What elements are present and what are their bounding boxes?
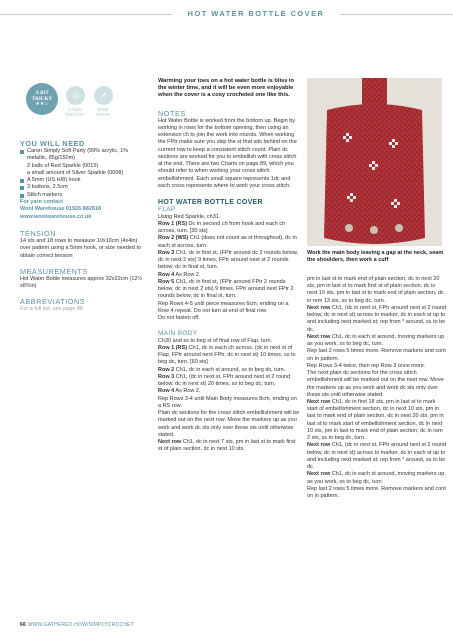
pattern-row: Row 1 (RS) Dc in second ch from hook and each ch across, turn. [30 sts]	[158, 220, 286, 235]
difficulty-badge	[26, 83, 58, 115]
right-para: Rep Rows 3-4 twice, then rep Row 3 once more.	[307, 362, 426, 369]
pattern-row: Next row Ch1, dc in next 7 sts, pm in last st to mark first st of plain section, dc in next 10 sts,	[158, 439, 296, 453]
tension-heading: TENSION	[20, 228, 57, 238]
measurements-text: Hot Water Bottle measures approx 32x22cm (12½ x8¾in)	[20, 275, 143, 290]
hot-water-bottle-illustration	[307, 78, 442, 246]
materials-subitem: a small amount of Silver Sparkle (0008)	[27, 169, 124, 176]
difficulty-line1: A BIT	[35, 90, 49, 96]
notes-text: Hot Water Bottle is worked from the bottom up. Begin by working in rows for the bottom opening, then using an extension ch to join the work into rounds. When working the FPtr make sure you skip the st that sits behind on the current row to keep a consistent stitch count. Plain dc sections are worked for you to embellish with cross stitch at the end. There are two Charts on page 89, which you should refer to when working your cross stitch embellishment. Each small square represents 1dc and each cross represents where to work your cross stitch.	[158, 117, 297, 189]
right-column	[307, 276, 447, 500]
pattern-row: Row 2 Ch1, dc in each st around, ss to beg dc, turn.	[158, 366, 286, 373]
yarn-contact-url[interactable]: www.woolwarehouse.co.uk	[20, 213, 92, 220]
plain-section-text: Plain dc sections for the cross stitch embellishment will be marked out on the next row. Move the markers up as you work and work dc sts only over these sts until otherwise stated.	[158, 410, 300, 438]
hot-water-bottle-photo	[307, 78, 442, 246]
header-rule-right	[340, 14, 453, 15]
materials-item: Caron Simply Soft Party (99% acrylic, 1% metallic, 85g/150m)	[20, 148, 145, 163]
page-number: 66	[20, 622, 26, 628]
you-will-need-heading: YOU WILL NEED	[20, 139, 85, 148]
yarn-weight-icon: ◎	[66, 86, 85, 105]
bottle-body	[324, 104, 425, 244]
main-end-text: Rep Rows 3-4 until Main Body measures 8cm, ending on a RS row.	[158, 395, 297, 409]
footer-url[interactable]: WWW.GATHERED.HOW/SIMPLYCROCHET	[27, 622, 134, 628]
page-title: HOT WATER BOTTLE COVER	[187, 9, 325, 18]
hook-icon: ↗	[94, 86, 113, 105]
right-para: The next plain dc sections for the cross stitch embellishment will be marked out on the next row. Move the markers up as you work and work dc sts only over these sts until otherwise stated.	[307, 370, 444, 398]
right-para: Next row Ch1, dc in each st around, moving markers up as you work, ss to beg dc, turn.	[307, 471, 445, 485]
middle-column	[158, 78, 300, 454]
tension-text: 14 sts and 18 rows to measure 10x10cm (4x4in) over pattern using a 5mm hook, or size needed to obtain correct tension	[20, 237, 142, 259]
right-para: Next row Ch1, (dc in next st, FPtr around next st 2 round below, dc in next st) across to marker, dc in each st up to and including next marked st; rep from * around, ss to be dc.	[307, 442, 447, 471]
page-footer	[20, 622, 134, 628]
right-para: Next row Ch1, dc in each st around, moving markers up as you work, ss to beg dc, turn.	[307, 333, 445, 348]
notes-heading: NOTES	[158, 108, 186, 118]
pattern-heading: HOT WATER BOTTLE COVER	[158, 199, 263, 207]
difficulty-stars: ★★☆	[35, 102, 49, 107]
bottle-neck-cuff	[362, 78, 387, 108]
yarn-contact-label: For yarn contact	[20, 199, 64, 206]
right-para: Rep last 2 rows 5 times more. Remove markers and cont on in pattern.	[307, 348, 446, 362]
pattern-row: Row 2 (WS) Ch1 (does not count as st throughout), dc in each st across, turn.	[158, 235, 297, 249]
main-body-heading: MAIN BODY	[158, 330, 198, 338]
right-para: Next row Ch1, dc in first 18 sts, pm in last st to mark start of embellishment section, dc in next 10 sts, pm in last to mark end of plain section, dc in next 20 sts, pm in last st to mark start of embellishment section, dc in next 10 sts, pm in last to mark end of plain section, dc in rem 2 sts, ss to beg dc, turn.	[307, 398, 444, 442]
pattern-row: Row 5 Ch1, dc in first st, (FPtr around FPtr 2 rounds below, dc in next 2 sts) 9 times, FPtr around next FPtr 2 rounds below, dc in final st, turn.	[158, 278, 294, 300]
photo-caption: Work the main body leaving a gap at the neck, seam the shoulders, then work a cuff	[307, 250, 444, 264]
materials-item: A 5mm (US H/8) hook	[20, 177, 145, 184]
pattern-row: Row 3 Ch1, dc in first st, (FPtr around dc 2 rounds below, dc in next 2 sts) 9 times, FPtr around next st 2 rounds below, dc in final st, turn.	[158, 249, 299, 271]
pattern-row: Row 4 As Row 2.	[158, 271, 201, 278]
flap-intro: Using Red Sparkle, ch31.	[158, 213, 221, 220]
pattern-row: Row 4 As Row 2.	[158, 388, 201, 395]
materials-subitem: 2 balls of Red Sparkle (0015)	[27, 162, 99, 169]
left-column	[20, 140, 145, 314]
main-intro: Ch30 and ss to beg st of final row of Flap, turn.	[158, 337, 273, 344]
abbreviations-text: For a full list, see page 88	[20, 306, 83, 313]
pattern-row: Row 3 Ch1, (dc in next st, FPtr around next st 2 round below, dc in next st) 20 times, ss to beg dc, turn.	[158, 373, 291, 388]
yarn-weight-caption: HAND WEIGHT	[65, 107, 85, 118]
yarn-contact-phone: Wool Warehouse 01926 882818	[20, 206, 102, 213]
flap-heading: FLAP	[158, 206, 176, 214]
materials-item: 3 buttons, 2.5cm	[20, 184, 145, 191]
right-para: Rep last 2 rows 5 times more. Remove markers and cont on in pattern.	[307, 485, 446, 500]
header-rule-left	[0, 14, 172, 15]
intro-text: Warming your toes on a hot water bottle is bliss in the winter time, and it will be even more enjoyable when the cover is a cosy crocheted one like this.	[158, 78, 294, 99]
right-opening: pm in last st to mark end of plain section, dc in next 20 sts, pm in last st to mark first st of plain section, dc in next 10 sts, pm in last st to mark end of plain section, dc in rem 13 sts, ss to beg dc, turn.	[307, 276, 444, 304]
hook-caption: 5MM HOOK	[95, 107, 111, 118]
abbreviations-heading: ABBREVIATIONS	[20, 297, 86, 307]
difficulty-line2: TRICKY	[31, 95, 53, 102]
right-para: Next row Ch1, (dc in next st, FPtr around next st 2 round below, dc in next st) across to marker, dc in each st up to and including next marked st; rep from * around, ss to be dc.	[307, 304, 447, 333]
pattern-row: Row 1 (RS) Ch1, dc in each ch across, (dc in next st of Flap, FPtr around next FPtr, dc in next st) 10 times, ss to beg dc, turn. [60 sts]	[158, 344, 296, 366]
flap-end-text: Rep Rows 4-5 until piece measures 6cm, ending on a Row 4 repeat. Do not turn at end of final row.	[158, 300, 289, 314]
measurements-heading: MEASUREMENTS	[20, 266, 88, 276]
fasten-text: Do not fasten off.	[158, 315, 200, 322]
materials-item: Stitch markers	[20, 192, 145, 199]
